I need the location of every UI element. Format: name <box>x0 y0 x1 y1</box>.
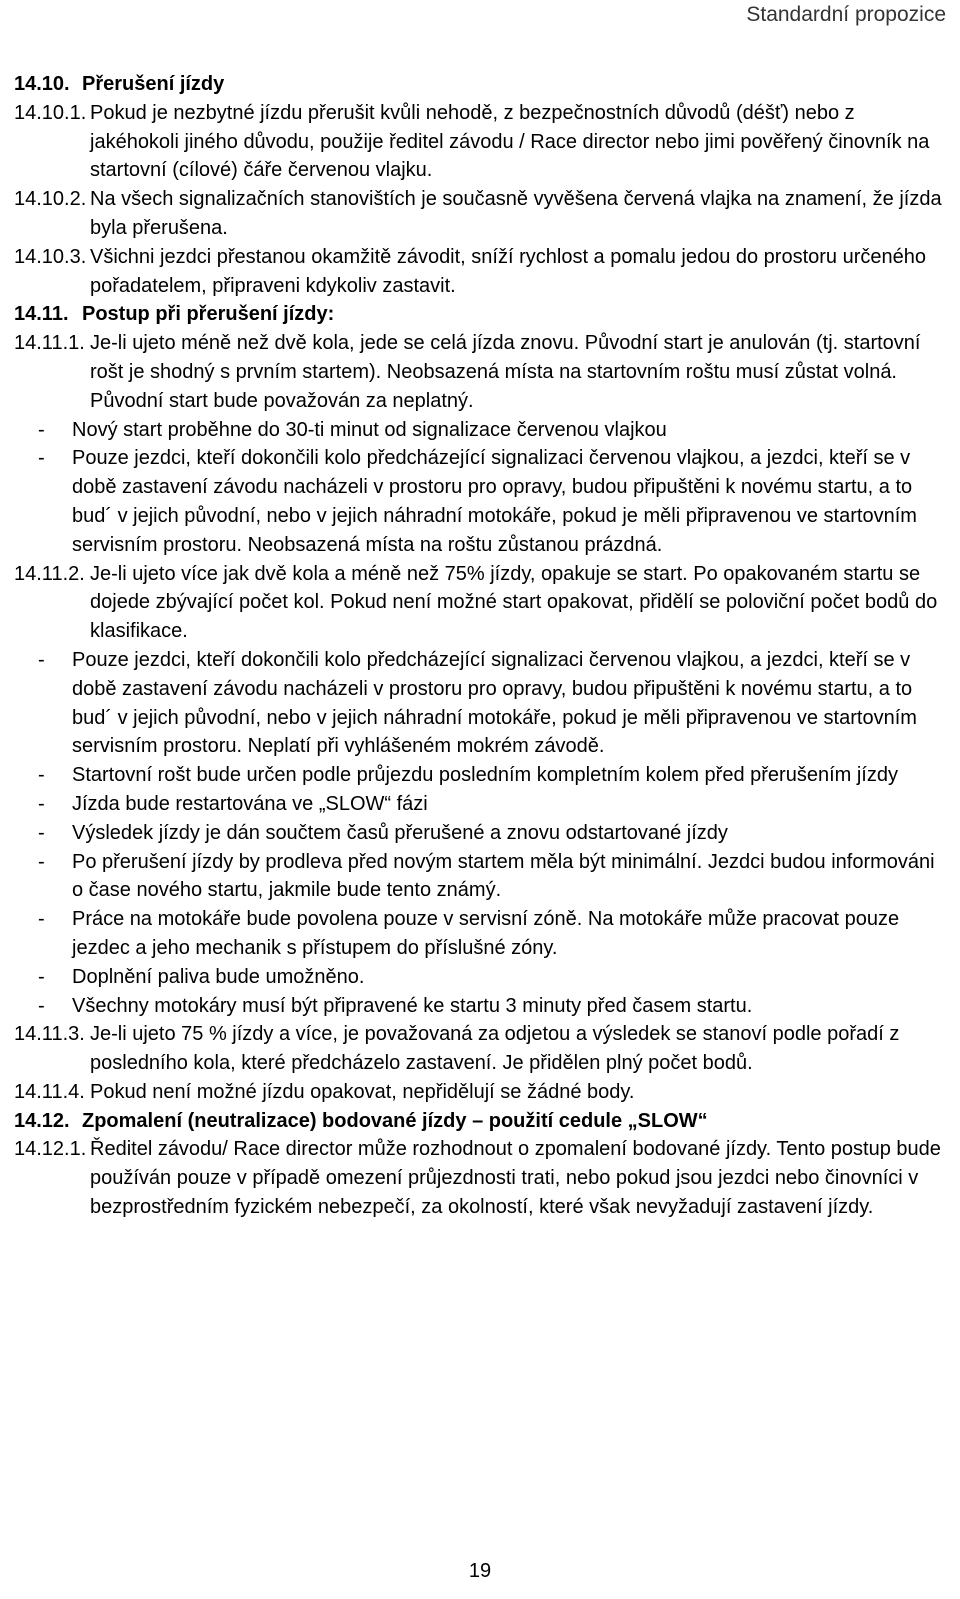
clause-14-12-1 <box>14 1135 946 1221</box>
clause-14-10-1 <box>14 99 946 185</box>
section-heading-14-12 <box>14 1107 946 1136</box>
bullet-text: Všechny motokáry musí být připravené ke startu 3 minuty před časem startu. <box>72 994 753 1017</box>
clause-text: Pokud je nezbytné jízdu přerušit kvůli nehodě, z bezpečnostních důvodů (déšť) nebo z jakéhokoli jiného důvodu, použije ředitel závodu / Race director nebo jimi pověřený činovník na startovní (cílové) čáře červenou vlajku. <box>90 101 930 182</box>
bullet-dash: - <box>38 965 45 988</box>
bullet-text: Práce na motokáře bude povolena pouze v servisní zóně. Na motokáře může pracovat pouze jezdec a jeho mechanik s přístupem do příslušné zóny. <box>72 908 900 959</box>
bullet-dash: - <box>38 447 45 470</box>
page-header: Standardní propozice <box>746 3 946 26</box>
bullet-item <box>14 646 946 761</box>
bullet-text: Doplnění paliva bude umožněno. <box>72 965 365 988</box>
bullet-item <box>14 819 946 848</box>
clause-number: 14.12.1. <box>14 1138 87 1161</box>
bullet-dash: - <box>38 821 45 844</box>
bullet-dash: - <box>38 648 45 671</box>
clause-text: Všichni jezdci přestanou okamžitě závodit, sníží rychlost a pomalu jedou do prostoru určeného pořadatelem, připraveni kdykoliv zastavit. <box>90 245 927 297</box>
clause-number: 14.10.2. <box>14 188 87 211</box>
clause-number: 14.11.4. <box>14 1080 85 1103</box>
bullet-text: Pouze jezdci, kteří dokončili kolo předcházející signalizaci červenou vlajkou, a jezdci, kteří se v době zastavení závodu nacházeli v prostoru pro opravy, budou připuštěni k novému startu, a to bud´ v jejich původní, nebo v jejich náhradní motokáře, pokud je měli připravenou ve startovním servisním prostoru. Neobsazená místa na roštu zůstanou prázdná. <box>72 447 917 556</box>
bullet-dash: - <box>38 418 45 441</box>
bullet-text: Startovní rošt bude určen podle průjezdu posledním kompletním kolem před přerušením jízdy <box>72 764 898 787</box>
bullet-dash: - <box>38 908 45 931</box>
section-title: Zpomalení (neutralizace) bodované jízdy – použití cedule „SLOW“ <box>82 1109 708 1132</box>
bullet-text: Po přerušení jízdy by prodleva před novým startem měla být minimální. Jezdci budou informováni o čase nového startu, jakmile bude tento známý. <box>72 850 935 902</box>
clause-number: 14.10.1. <box>14 101 87 124</box>
document-body <box>14 70 946 1222</box>
clause-14-11-3 <box>14 1020 946 1078</box>
bullet-item <box>14 416 946 445</box>
bullet-text: Jízda bude restartována ve „SLOW“ fázi <box>72 792 428 815</box>
clause-text: Na všech signalizačních stanovištích je současně vyvěšena červená vlajka na znamení, že jízda byla přerušena. <box>90 188 942 239</box>
bullet-dash: - <box>38 792 45 815</box>
clause-text: Je-li ujeto více jak dvě kola a méně než 75% jízdy, opakuje se start. Po opakovaném startu se dojede zbývající počet kol. Pokud není možné start opakovat, přidělí se poloviční počet bodů do klasifikace. <box>90 562 938 643</box>
bullet-item <box>14 761 946 790</box>
bullet-text: Nový start proběhne do 30-ti minut od signalizace červenou vlajkou <box>72 418 667 441</box>
section-title: Postup při přerušení jízdy: <box>82 303 335 326</box>
clause-number: 14.10.3. <box>14 245 87 268</box>
clause-text: Pokud není možné jízdu opakovat, nepřidělují se žádné body. <box>90 1080 635 1103</box>
section-heading-14-11 <box>14 300 946 329</box>
clause-text: Ředitel závodu/ Race director může rozhodnout o zpomalení bodované jízdy. Tento postup bude používán pouze v případě omezení průjezdnosti trati, nebo pokud jsou jezdci nebo činovníci v bezprostředním fyzickém nebezpečí, za okolností, které však nevyžadují zastavení jízdy. <box>90 1138 941 1219</box>
clause-number: 14.11.1. <box>14 332 85 355</box>
clause-14-10-2 <box>14 185 946 243</box>
page-number: 19 <box>468 1560 492 1582</box>
section-title: Přerušení jízdy <box>82 73 225 95</box>
clause-14-11-1 <box>14 329 946 415</box>
bullet-item <box>14 905 946 963</box>
bullet-item <box>14 848 946 906</box>
section-number: 14.10. <box>14 73 70 95</box>
bullet-text: Pouze jezdci, kteří dokončili kolo předcházející signalizaci červenou vlajkou, a jezdci, kteří se v době zastavení závodu nacházeli v prostoru pro opravy, budou připuštěni k novému startu, a to bud´ v jejich původní, nebo v jejich náhradní motokáře, pokud je měli připravenou ve startovním servisním prostoru. Neplatí při vyhlášeném mokrém závodě. <box>72 648 917 758</box>
clause-text: Je-li ujeto 75 % jízdy a více, je považovaná za odjetou a výsledek se stanoví podle pořadí z posledního kola, které předcházelo zastavení. Je přidělen plný počet bodů. <box>90 1023 900 1075</box>
section-number: 14.11. <box>14 303 69 326</box>
clause-number: 14.11.2. <box>14 562 85 585</box>
bullet-item <box>14 790 946 819</box>
bullet-item <box>14 992 946 1021</box>
bullet-dash: - <box>38 994 45 1017</box>
bullet-dash: - <box>38 764 45 787</box>
bullet-item <box>14 963 946 992</box>
clause-number: 14.11.3. <box>14 1023 85 1046</box>
clause-14-11-4 <box>14 1078 946 1107</box>
bullet-dash: - <box>38 850 45 873</box>
clause-14-10-3 <box>14 243 946 301</box>
clause-14-11-2 <box>14 560 946 646</box>
bullet-text: Výsledek jízdy je dán součtem časů přerušené a znovu odstartované jízdy <box>72 821 728 844</box>
clause-text: Je-li ujeto méně než dvě kola, jede se celá jízda znovu. Původní start je anulován (tj. startovní rošt je shodný s prvním startem). Neobsazená místa na startovním roštu musí zůstat volná. Původní start bude považován za neplatný. <box>90 332 921 412</box>
section-heading-14-10 <box>14 70 946 99</box>
bullet-item <box>14 444 946 559</box>
section-number: 14.12. <box>14 1109 70 1132</box>
